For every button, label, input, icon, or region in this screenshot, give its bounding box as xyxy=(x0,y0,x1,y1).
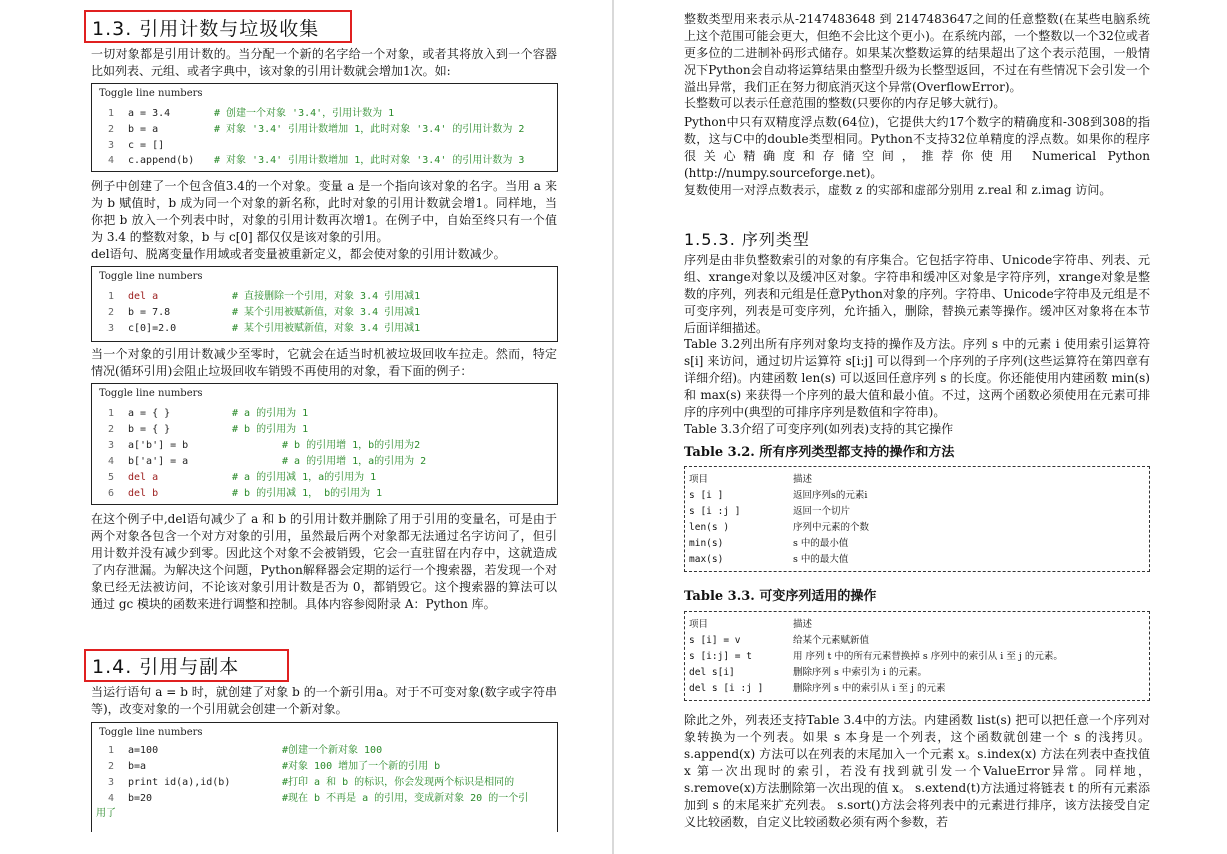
code-text: b = { } xyxy=(128,424,171,435)
code-text: b = 7.8 xyxy=(128,307,171,318)
code-comment: # a 的引用减 1，a的引用为 1 xyxy=(232,472,377,483)
code-comment: # 创建一个对象 '3.4'，引用计数为 1 xyxy=(214,108,395,119)
table-3-2-title: Table 3.2. 所有序列类型都支持的操作和方法 xyxy=(684,445,955,460)
table-cell: s [i ] xyxy=(689,490,724,501)
line-number: 3 xyxy=(107,140,114,151)
code-text: a = 3.4 xyxy=(128,108,171,119)
code-comment: # a 的引用增 1，a的引用为 2 xyxy=(282,456,427,467)
table-cell: s [i] = v xyxy=(689,635,741,646)
table-cell: s [i:j] = t xyxy=(689,651,752,662)
code-comment: # 直接删除一个引用，对象 3.4 引用减1 xyxy=(232,291,421,302)
code-comment: # b 的引用增 1，b的引用为2 xyxy=(282,440,421,451)
table-cell: s [i :j ] xyxy=(689,506,741,517)
code-text: del a xyxy=(128,291,159,302)
paragraph: 例子中创建了一个包含值3.4的一个对象。变量 a 是一个指向该对象的名字。当用 a 来为 b 赋值时，b 成为同一个对象的新名称，此时对象的引用计数就会增1。同样地，当你把 b 放入一个列表中时，对象的引用计数再次增1。在例子中，自始至终只有一个值为 3.4 的整数对象，b 与 c[0] 都仅仅是该对象的引用。 xyxy=(91,179,557,244)
code-text: a = { } xyxy=(128,408,171,419)
code-block xyxy=(91,383,558,505)
code-comment: # 对象 '3.4' 引用计数增加 1，此时对象 '3.4' 的引用计数为 3 xyxy=(214,155,525,166)
paragraph: Table 3.3介绍了可变序列(如列表)支持的其它操作 xyxy=(684,422,954,436)
paragraph: 在这个例子中,del语句减少了 a 和 b 的引用计数并删除了用于引用的变量名，可是由于两个对象各包含一个对方对象的引用，虽然最后两个对象都无法通过名字访问了，但引用计数并没有减少到零。因此这个对象不会被销毁，它会一直驻留在内存中，这就造成了内存泄漏。为解决这个问题，Python解释器会定期的运行一个搜索器，若发现一个对象已经无法被访问，不论该对象引用计数是否为 0，都销毁它。这个搜索器的算法可以通过 gc 模块的函数来进行调整和控制。具体内容参阅附录 A：Python 库。 xyxy=(91,512,557,611)
code-block xyxy=(91,722,558,832)
line-number: 1 xyxy=(107,408,114,419)
toggle-line-numbers-link[interactable]: Toggle line numbers xyxy=(99,88,203,99)
line-number: 3 xyxy=(107,323,114,334)
line-number: 4 xyxy=(107,155,114,166)
line-number: 5 xyxy=(107,472,114,483)
line-number: 3 xyxy=(107,777,114,788)
code-comment: # a 的引用为 1 xyxy=(232,408,309,419)
code-comment: # b 的引用减 1， b的引用为 1 xyxy=(232,488,383,499)
code-comment: 用了 xyxy=(96,808,116,819)
table-3-3-title: Table 3.3. 可变序列适用的操作 xyxy=(684,589,877,604)
table-header-cell: 描述 xyxy=(793,619,813,630)
table-cell: del s [i :j ] xyxy=(689,683,764,694)
paragraph: 复数使用一对浮点数表示，虚数 z 的实部和虚部分别用 z.real 和 z.imag 访问。 xyxy=(684,183,1112,197)
paragraph: del语句、脱离变量作用域或者变量被重新定义，都会使对象的引用计数减少。 xyxy=(91,247,506,261)
paragraph: 当一个对象的引用计数减少至零时，它就会在适当时机被垃圾回收车拉走。然而，特定情况(循环引用)会阻止垃圾回收车销毁不再使用的对象，看下面的例子： xyxy=(91,347,557,378)
paragraph: 除此之外，列表还支持Table 3.4中的方法。内建函数 list(s) 把可以把任意一个序列对象转换为一个列表。如果 s 本身是一个列表，这个函数就创建一个 s 的浅拷贝。s.append(x) 方法可以在列表的末尾加入一个元素 x。s.index(x) 方法在列表中查找值 x 第一次出现时的索引，若没有找到就引发一个ValueError异常。同样地，s.remove(x)方法删除第一次出现的值 x。 s.extend(t)方法通过将链表 t 的所有元素添加到 s 的末尾来扩充列表。 s.sort()方法会将列表中的元素进行排序，该方法接受自定义比较函数，自定义比较函数必须有两个参数，若 xyxy=(684,713,1150,829)
code-comment: #创建一个新对象 100 xyxy=(282,745,383,756)
code-comment: # 某个引用被赋新值，对象 3.4 引用减1 xyxy=(232,323,421,334)
code-text: del b xyxy=(128,488,159,499)
code-block xyxy=(91,266,558,342)
table-3-3 xyxy=(684,611,1150,701)
line-number: 3 xyxy=(107,440,114,451)
table-3-2 xyxy=(684,466,1150,572)
paragraph: Python中只有双精度浮点数(64位)，它提供大约17个数字的精确度和-308到308的指数，这与C中的double类型相同。Python不支持32位单精度的浮点数。如果你的程序很关心精确度和存储空间，推荐你使用 Numerical Python (http://numpy.sourceforge.net)。 xyxy=(684,115,1150,180)
code-text: a['b'] = b xyxy=(128,440,189,451)
section-1-5-3-heading: 1.5.3. 序列类型 xyxy=(684,230,810,249)
table-cell: del s[i] xyxy=(689,667,735,678)
code-comment: #对象 100 增加了一个新的引用 b xyxy=(282,761,441,772)
code-text: c.append(b) xyxy=(128,155,195,166)
toggle-line-numbers-link[interactable]: Toggle line numbers xyxy=(99,727,203,738)
code-comment: # 某个引用被赋新值，对象 3.4 引用减1 xyxy=(232,307,421,318)
table-cell: 给某个元素赋新值 xyxy=(793,635,870,646)
table-cell: 返回一个切片 xyxy=(793,506,851,517)
line-number: 4 xyxy=(107,793,114,804)
code-text: b=20 xyxy=(128,793,153,804)
right-page xyxy=(614,0,1227,854)
paragraph: 长整数可以表示任意范围的整数(只要你的内存足够大就行)。 xyxy=(684,96,1006,110)
code-comment: # b 的引用为 1 xyxy=(232,424,309,435)
line-number: 2 xyxy=(107,124,114,135)
table-cell: 删除序列 s 中索引为 i 的元素。 xyxy=(793,667,927,678)
table-cell: s 中的最小值 xyxy=(793,538,849,549)
paragraph: 当运行语句 a = b 时，就创建了对象 b 的一个新引用a。对于不可变对象(数字或字符串等)，改变对象的一个引用就会创建一个新对象。 xyxy=(91,685,557,716)
table-cell: 用 序列 t 中的所有元素替换掉 s 序列中的索引从 i 至 j 的元素。 xyxy=(793,651,1063,662)
line-number: 1 xyxy=(107,108,114,119)
line-number: 1 xyxy=(107,291,114,302)
line-number: 6 xyxy=(107,488,114,499)
section-1-3-heading: 1.3. 引用计数与垃圾收集 xyxy=(92,18,320,40)
table-cell: max(s) xyxy=(689,554,724,565)
table-cell: 删除序列 s 中的索引从 i 至 j 的元素 xyxy=(793,683,946,694)
line-number: 2 xyxy=(107,761,114,772)
table-cell: 返回序列s的元素i xyxy=(793,490,868,501)
table-cell: s 中的最大值 xyxy=(793,554,849,565)
table-header-cell: 项目 xyxy=(689,619,709,630)
table-cell: 序列中元素的个数 xyxy=(793,522,870,533)
paragraph: 序列是由非负整数索引的对象的有序集合。它包括字符串、Unicode字符串、列表、元组、xrange对象以及缓冲区对象。字符串和缓冲区对象是字符序列，xrange对象是整数的序列，列表和元组是任意Python对象的序列。字符串、Unicode字符串及元组是不可变序列，列表是可变序列，允许插入，删除，替换元素等操作。缓冲区对象将在本节后面详细描述。 xyxy=(684,253,1150,335)
line-number: 2 xyxy=(107,307,114,318)
paragraph: 整数类型用来表示从-2147483648 到 2147483647之间的任意整数(在某些电脑系统上这个范围可能会更大，但绝不会比这个更小)。在系统内部，一个整数以一个32位或者更多位的二进制补码形式储存。如果某次整数运算的结果超出了这个表示范围，一般情况下Python会自动将运算结果由整型升级为长整型返回，不过在有些情况下会引发一个溢出异常，我们正在努力彻底消灭这个异常(OverflowError)。 xyxy=(684,12,1150,94)
code-block xyxy=(91,83,558,172)
code-text: del a xyxy=(128,472,159,483)
line-number: 4 xyxy=(107,456,114,467)
line-number: 1 xyxy=(107,745,114,756)
code-text: b = a xyxy=(128,124,159,135)
code-text: b=a xyxy=(128,761,147,772)
code-text: b['a'] = a xyxy=(128,456,189,467)
code-text: c[0]=2.0 xyxy=(128,323,177,334)
code-text: print id(a),id(b) xyxy=(128,777,231,788)
left-page xyxy=(0,0,612,854)
line-number: 2 xyxy=(107,424,114,435)
code-text: a=100 xyxy=(128,745,159,756)
code-comment: #打印 a 和 b 的标识，你会发现两个标识是相同的 xyxy=(282,777,515,788)
table-header-cell: 项目 xyxy=(689,474,709,485)
code-comment: #现在 b 不再是 a 的引用，变成新对象 20 的一个引 xyxy=(282,793,529,804)
toggle-line-numbers-link[interactable]: Toggle line numbers xyxy=(99,271,203,282)
table-header-cell: 描述 xyxy=(793,474,813,485)
paragraph: Table 3.2列出所有序列对象均支持的操作及方法。序列 s 中的元素 i 使用索引运算符 s[i] 来访问，通过切片运算符 s[i:j] 可以得到一个序列的子序列(这些运算符在第四章有详细介绍)。内建函数 len(s) 可以返回任意序列 s 的长度。你还能使用内建函数 min(s) 和 max(s) 来获得一个序列的最大值和最小值。不过，这两个函数必须使用在元素可排序的序列中(典型的可排序序列是数值和字符串)。 xyxy=(684,337,1150,419)
code-comment: # 对象 '3.4' 引用计数增加 1，此时对象 '3.4' 的引用计数为 2 xyxy=(214,124,525,135)
code-text: c = [] xyxy=(128,140,165,151)
paragraph: 一切对象都是引用计数的。当分配一个新的名字给一个对象，或者其将放入到一个容器比如列表、元组、或者字典中，该对象的引用计数就会增加1次。如: xyxy=(91,47,557,78)
table-cell: min(s) xyxy=(689,538,724,549)
table-cell: len(s ) xyxy=(689,522,730,533)
toggle-line-numbers-link[interactable]: Toggle line numbers xyxy=(99,388,203,399)
section-1-4-heading: 1.4. 引用与副本 xyxy=(92,656,240,678)
